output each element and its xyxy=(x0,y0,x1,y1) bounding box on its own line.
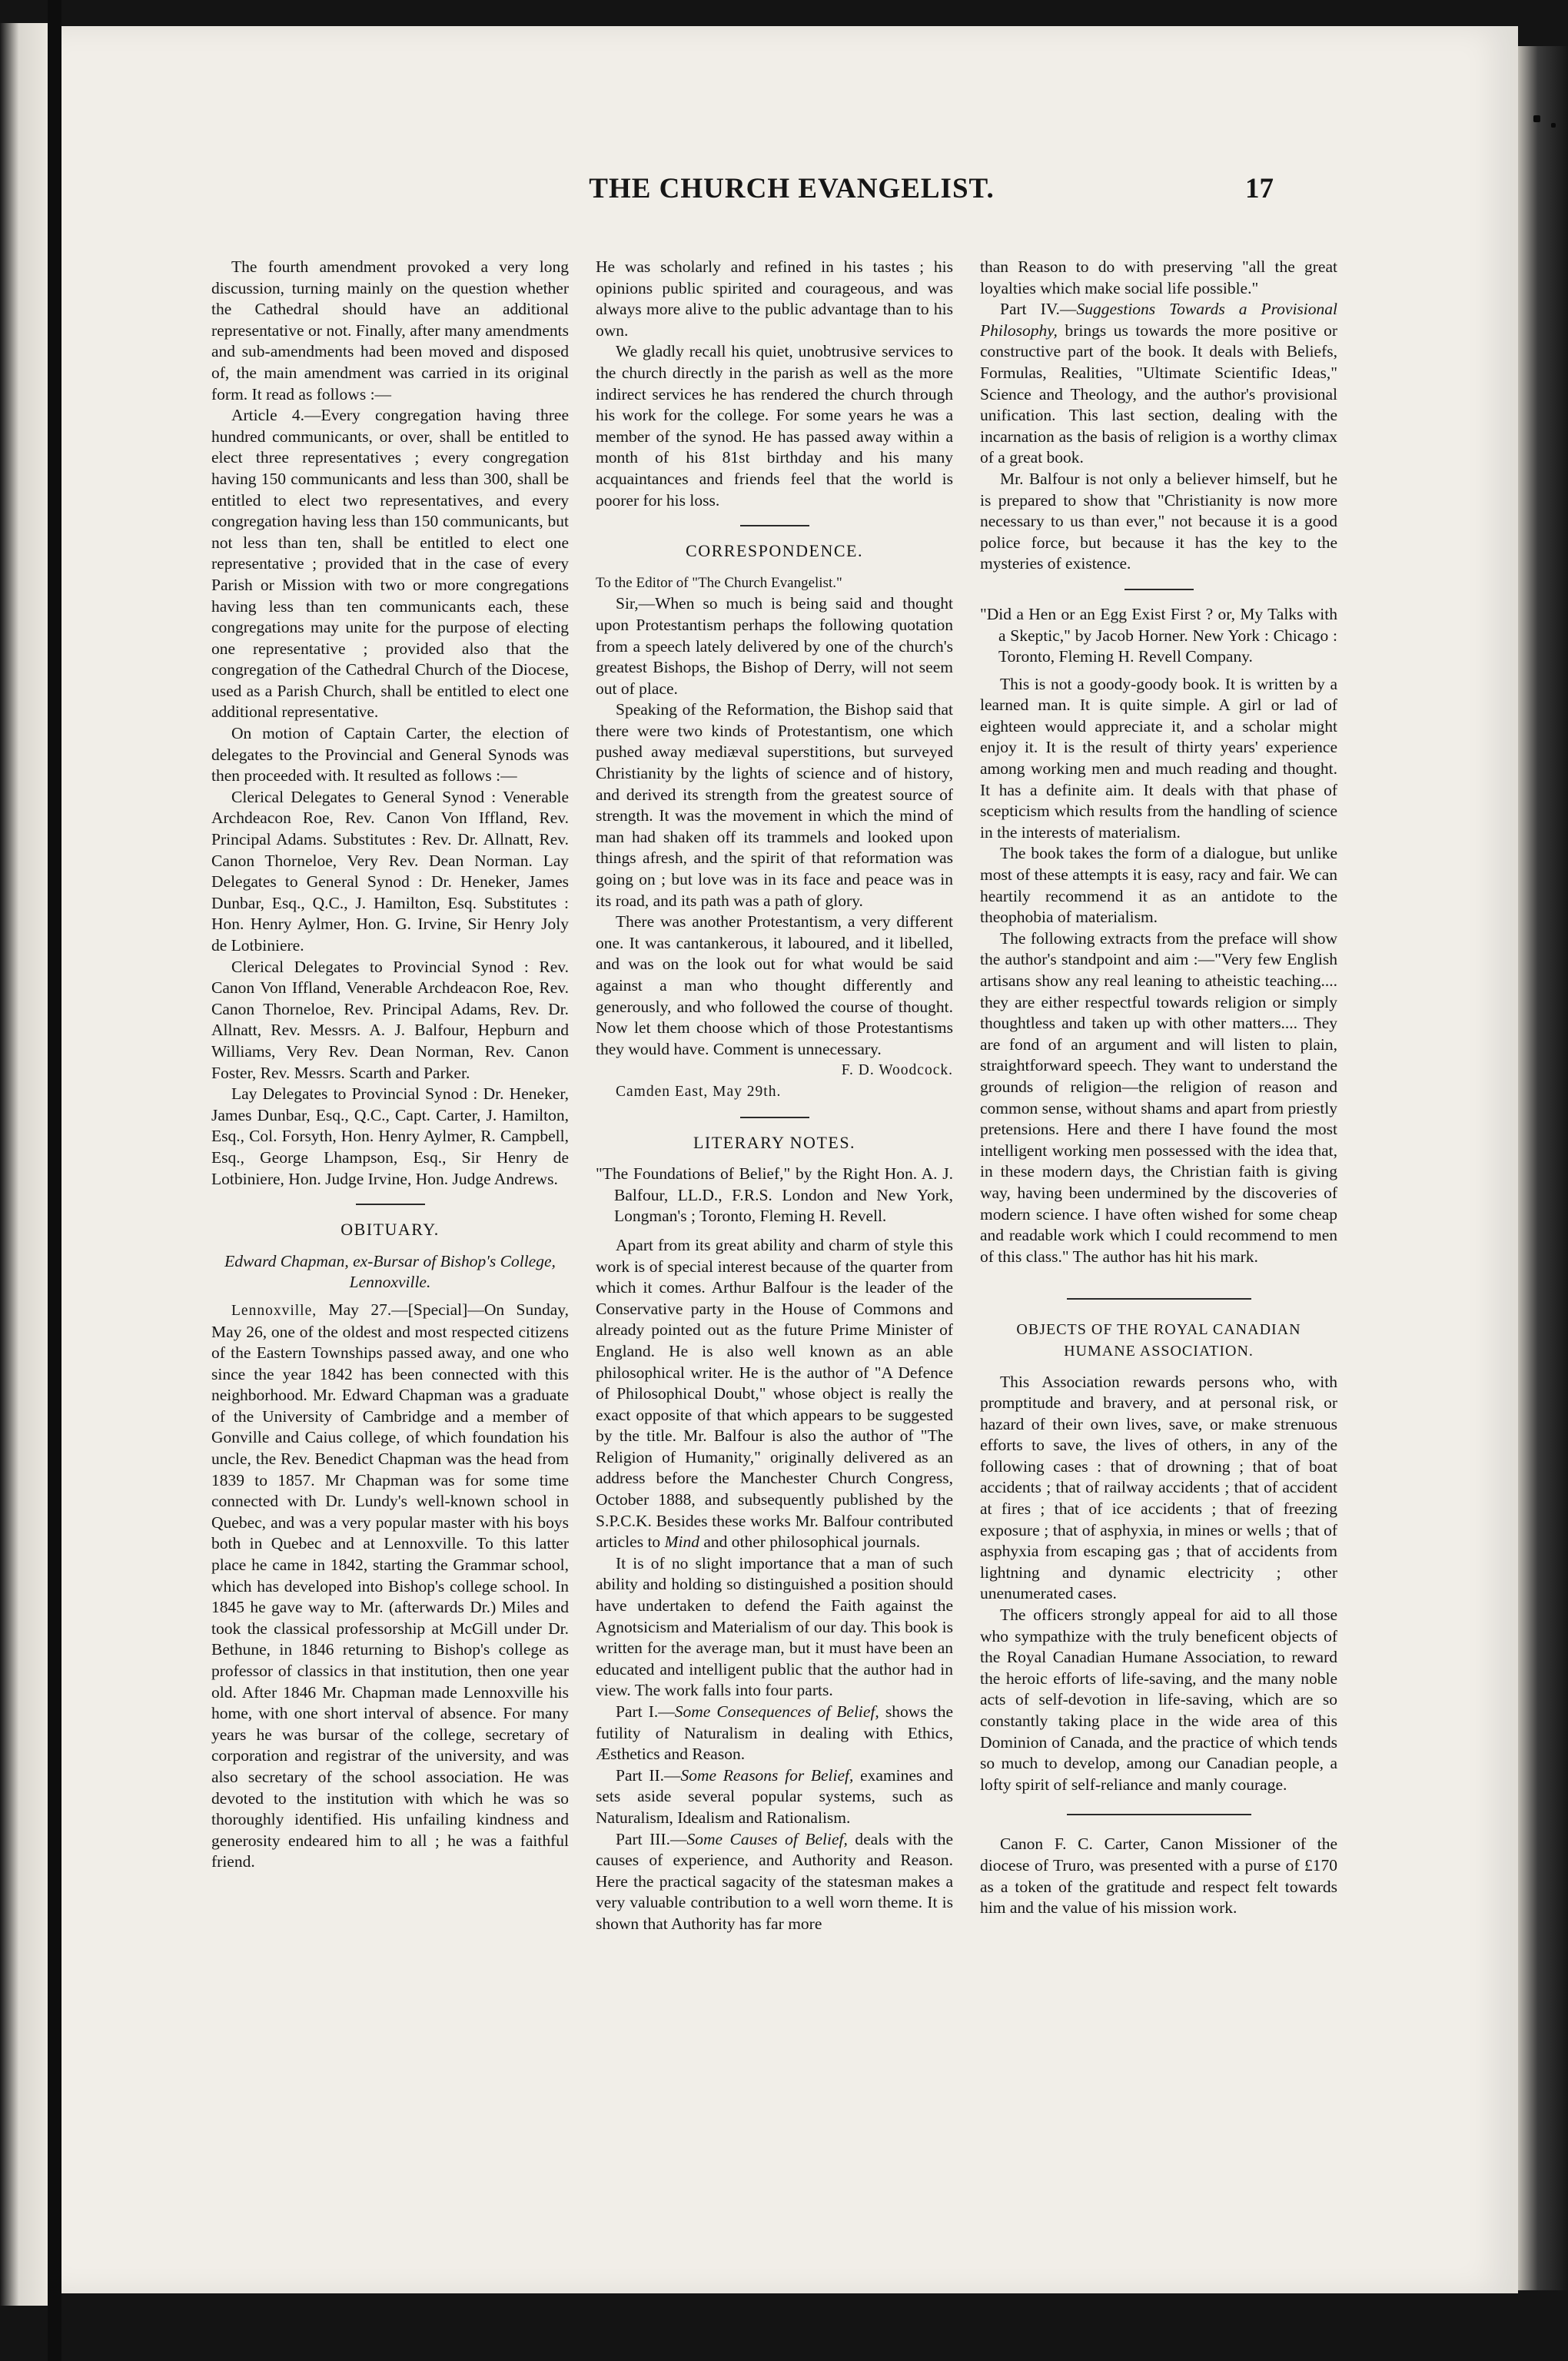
correspondence-heading: CORRESPONDENCE. xyxy=(686,541,863,561)
section-rule xyxy=(1067,1814,1251,1815)
paragraph: The fourth amendment provoked a very long discussion, turning mainly on the question whether the Cathedral should have an additional representative or not. Finally, after many amendments and sub-amendments had been moved and disposed of, the main amendment was carried in its original form. It read as follows :— xyxy=(211,257,569,403)
section-rule xyxy=(740,1117,809,1118)
signature: F. D. Woodcock. xyxy=(841,1062,953,1079)
paragraph xyxy=(211,1300,569,1873)
obituary-subtitle: Edward Chapman, ex-Bursar of Bishop's College, Lennoxville. xyxy=(224,1251,556,1292)
part-label: Part III.— xyxy=(616,1829,687,1848)
paragraph-text: Apart from its great ability and charm of style this work is of special interest because of the quarter from which it comes. Arthur Balfour is the leader of the Conservative party in the House of Commons and already pointed out as the future Prime Minister of England. He is also well known as an able philosophical writer. He is the author of "A Defence of Philosophical Doubt," whose object is really the exact opposite of that which appears to be suggested by the title. Mr. Balfour is also the author of "The Religion of Humanity," originally delivered as an address before the Manchester Church Congress, October 1888, and subsequently published by the S.P.C.K. Besides these works Mr. Balfour contributed articles to xyxy=(596,1235,953,1552)
paragraph-text: brings us towards the more positive or constructive part of the book. It deals with Beliefs, Formulas, Realities, "Ultimate Scientific Ideas," Science and Theology, and the author's provisional unification. This last section, dealing with the incarnation as the basis of religion is a worthy climax of a great book. xyxy=(980,320,1337,467)
paragraph: It is of no slight importance that a man of such ability and holding so distinguished a position should have undertaken to defend the Faith against the Agnotsicism and Materialism of our day. This book is written for the average man, but it must have been an educated and intelligent public that the author had in view. The work falls into four parts. xyxy=(596,1553,953,1700)
literary-notes-heading: LITERARY NOTES. xyxy=(693,1132,856,1152)
page-number: 17 xyxy=(1245,173,1274,204)
column-1 xyxy=(211,257,569,2224)
part-title: Some Reasons for Belief, xyxy=(680,1765,854,1785)
part-title: Some Consequences of Belief, xyxy=(674,1702,879,1721)
place-date: Camden East, May 29th. xyxy=(616,1083,782,1100)
humane-association-heading: OBJECTS OF THE ROYAL CANADIAN HUMANE ASSOCIATION. xyxy=(1016,1321,1301,1360)
paragraph xyxy=(596,1235,953,1553)
paragraph-text: May 27.—[Special]—On Sunday, May 26, one of the oldest and most respected citizens of the Eastern Townships passed away, and one who since the year 1842 has been connected with this neighborhood. Mr. Edward Chapman was a graduate of the University of Cambridge and a member of Gonville and Caius college, of which foundation his uncle, the Rev. Benedict Chapman was the head from 1839 to 1857. Mr Chapman was for some time connected with Dr. Lundy's well-known school in Quebec, and was a very popular master with his boys both in Quebec and at Lennoxville. To this latter place he came in 1842, starting the Grammar school, which has developed into Bishop's college school. In 1845 he gave way to Mr. (afterwards Dr.) Miles and took the classical professorship at McGill under Dr. Bethune, in 1846 returning to Bishop's college as professor of classics in that institution, then one year old. After 1846 Mr. Chapman made Lennoxville his home, with one short interval of absence. For many years he was bursar of the college, secretary of corporation and registrar of the university, and was also secretary of the school association. He was devoted to the institution with which he was so thoroughly identified. His unfailing kindness and generosity endeared him to all ; he was a faithful friend. xyxy=(211,1300,569,1871)
paragraph: Speaking of the Reformation, the Bishop said that there were two kinds of Protestantism, one which pushed away mediæval superstitions, but surveyed Christianity by the lights of science and of history, and derived its strength from the greatest source of strength. It was the movement in which the mind of man had shaken off its trammels and looked upon things afresh, and the spirit of that reformation was going on ; but love was in its face and peace was in its road, and its path was a path of glory. xyxy=(596,700,953,910)
paragraph-text: examines and sets aside several popular systems, such as Naturalism, Idealism and Rationalism. xyxy=(596,1765,953,1827)
dateline: Lennoxville, xyxy=(231,1302,317,1319)
section-rule xyxy=(356,1204,425,1205)
paragraph: Mr. Balfour is not only a believer himself, but he is prepared to show that "Christianity is now more necessary to us than ever," not because it is a good police force, but because it has the key to the mysteries of existence. xyxy=(980,469,1337,573)
paragraph xyxy=(980,299,1337,469)
section-rule xyxy=(1125,589,1194,590)
obituary-heading: OBITUARY. xyxy=(341,1220,440,1240)
book-gutter xyxy=(48,0,61,2361)
paragraph: Sir,—When so much is being said and thought upon Protestantism perhaps the following quotation from a speech lately delivered by one of the church's greatest Bishops, the Bishop of Derry, will not seem out of place. xyxy=(596,594,953,698)
paragraph xyxy=(596,1765,953,1829)
paragraph: Canon F. C. Carter, Canon Missioner of the diocese of Truro, was presented with a purse of £170 as a token of the gratitude and respect felt towards him and the value of his mission work. xyxy=(980,1835,1337,1918)
column-2 xyxy=(596,257,953,2224)
part-label: Part I.— xyxy=(616,1702,675,1721)
part-title: Suggestions Towards a Provisional Philosophy, xyxy=(980,300,1337,340)
page-right-edge xyxy=(1518,46,1568,2290)
paragraph xyxy=(596,1702,953,1765)
part-title: Some Causes of Belief, xyxy=(686,1829,848,1848)
journal-title: Mind xyxy=(664,1532,699,1552)
paragraph: The officers strongly appeal for aid to all those who sympathize with the truly beneficent objects of the Royal Canadian Humane Association, to reward the heroic efforts of life-saving, and the many noble acts of self-devotion in life-saving, which are so constantly taking place in the wide area of this Dominion of Canada, and the practice of which tends so much to develop, among our Canadian people, a lofty spirit of self-reliance and manly courage. xyxy=(980,1606,1337,1794)
paragraph-text: shows the futility of Naturalism in dealing with Ethics, Æsthetics and Reason. xyxy=(596,1702,953,1764)
part-label: Part IV.— xyxy=(1000,300,1077,319)
book-citation: "The Foundations of Belief," by the Right Hon. A. J. Balfour, LL.D., F.R.S. London and New York, Longman's ; Toronto, Fleming H. Revell. xyxy=(596,1164,953,1226)
page-header xyxy=(61,172,1518,218)
scan-speck xyxy=(1551,123,1556,128)
section-rule xyxy=(740,525,809,526)
paragraph-text: and other philosophical journals. xyxy=(699,1532,921,1552)
previous-page-edge xyxy=(0,23,54,2306)
paragraph: He was scholarly and refined in his tastes ; his opinions public spirited and courageous, and was always more alive to the public advantage than to his own. xyxy=(596,257,953,340)
paragraph: Clerical Delegates to General Synod : Venerable Archdeacon Roe, Rev. Canon Von Iffland, Rev. Principal Adams. Substitutes : Rev. Dr. Allnatt, Rev. Canon Thorneloe, Very Rev. Dean Norman. Lay Delegates to General Synod : Dr. Heneker, James Dunbar, Esq., Q.C., J. Hamilton, Esq. Substitutes : Hon. Henry Aylmer, Hon. G. Irvine, Sir Henry Joly de Lotbiniere. xyxy=(211,787,569,955)
paragraph: than Reason to do with preserving "all the great loyalties which make social life possible." xyxy=(980,257,1337,297)
salutation-line: To the Editor of "The Church Evangelist." xyxy=(596,574,842,591)
paragraph: This Association rewards persons who, with promptitude and bravery, and at personal risk, or hazard of their own lives, save, or make strenuous efforts to save, the lives of others, in any of the following cases : that of drowning ; that of boat accidents ; that of railway accidents ; that of accident at fires ; that of ice accidents ; that of freezing exposure ; that of asphyxia, in mines or wells ; that of asphyxia from escaping gas ; that of accidents from lightning and dynamic electricity ; other unenumerated cases. xyxy=(980,1372,1337,1603)
section-rule xyxy=(1067,1298,1251,1300)
column-3 xyxy=(980,257,1337,2224)
paragraph xyxy=(596,1829,953,1935)
book-citation: "Did a Hen or an Egg Exist First ? or, My Talks with a Skeptic," by Jacob Horner. New York : Chicago : Toronto, Fleming H. Revell Company. xyxy=(980,604,1337,666)
running-head: THE CHURCH EVANGELIST. xyxy=(589,173,995,204)
paragraph: On motion of Captain Carter, the election of delegates to the Provincial and General Synods was then proceeded with. It resulted as follows :— xyxy=(211,724,569,785)
scan-speck xyxy=(1533,115,1540,122)
part-label: Part II.— xyxy=(616,1765,681,1785)
paragraph: Article 4.—Every congregation having three hundred communicants, or over, shall be entitled to elect three representatives ; every congregation having 150 communicants and less than 300, shall be entitled to elect two representatives, and every congregation having less than 150 communicants, but not less than ten, shall be entitled to elect one representative ; provided that in the case of every Parish or Mission with two or more congregations having less than ten communicants each, these congregations may unite for the purpose of electing one representative ; provided also that the congregation of the Cathedral Church of the Diocese, used as a Parish Church, shall be entitled to elect one additional representative. xyxy=(211,406,569,722)
paragraph-text: deals with the causes of experience, and Authority and Reason. Here the practical sagacity of the statesman makes a very valuable contribution to a well worn theme. It is shown that Authority has far more xyxy=(596,1829,953,1933)
paragraph: We gladly recall his quiet, unobtrusive services to the church directly in the parish as well as the more indirect services he has rendered the church through his work for the college. For some years he was a member of the synod. He has passed away within a month of his 81st birthday and his many acquaintances and friends feel that the world is poorer for his loss. xyxy=(596,342,953,510)
paragraph: Clerical Delegates to Provincial Synod : Rev. Canon Von Iffland, Venerable Archdeacon Roe, Rev. Canon Thorneloe, Rev. Principal Adams, Rev. Dr. Allnatt, Rev. Messrs. A. J. Balfour, Hepburn and Williams, Very Rev. Dean Norman, Rev. Canon Foster, Rev. Messrs. Scarth and Parker. xyxy=(211,957,569,1082)
paragraph: Lay Delegates to Provincial Synod : Dr. Heneker, James Dunbar, Esq., Q.C., Capt. Carter, J. Hamilton, Esq., Col. Forsyth, Hon. Henry Aylmer, R. Campbell, Esq., George Lhampson, Esq., Sir Henry de Lotbiniere, Hon. Judge Irvine, Hon. Judge Andrews. xyxy=(211,1084,569,1188)
document-page xyxy=(61,26,1518,2293)
paragraph: The following extracts from the preface will show the author's standpoint and aim :—"Very few English artisans show any real leaning to atheistic teaching.... they are either respectful towards religion or simply thoughtless and taken up with other matters.... They are fond of an argument and will listen to plain, straightforward speech. They want to understand the grounds of religion—the religion of reason and common sense, without shams and apart from priestly pretensions. Here and there I have found the most intelligent working men possessed with the idea that, in these modern days, the Christian faith is giving way, having been undermined by the discoveries of modern science. I have often wished for some cheap and readable work which I could recommend to men of this class." The author has hit his mark. xyxy=(980,928,1337,1266)
paragraph: There was another Protestantism, a very different one. It was cantankerous, it laboured, and it libelled, and was on the look out for what would be said against a man who thought differently and generously, and who followed the course of thought. Now let them choose which of those Protestantisms they would have. Comment is unnecessary. xyxy=(596,912,953,1058)
paragraph: The book takes the form of a dialogue, but unlike most of these attempts it is easy, racy and fair. We can heartily recommend it as an antidote to the theophobia of materialism. xyxy=(980,844,1337,927)
paragraph: This is not a goody-goody book. It is written by a learned man. It is quite simple. A girl or lad of eighteen would appreciate it, and a scholar might enjoy it. It is the result of thirty years' experience among working men and much reading and thought. It has a definite aim. It deals with that phase of scepticism which results from the handling of science in the interests of materialism. xyxy=(980,674,1337,842)
